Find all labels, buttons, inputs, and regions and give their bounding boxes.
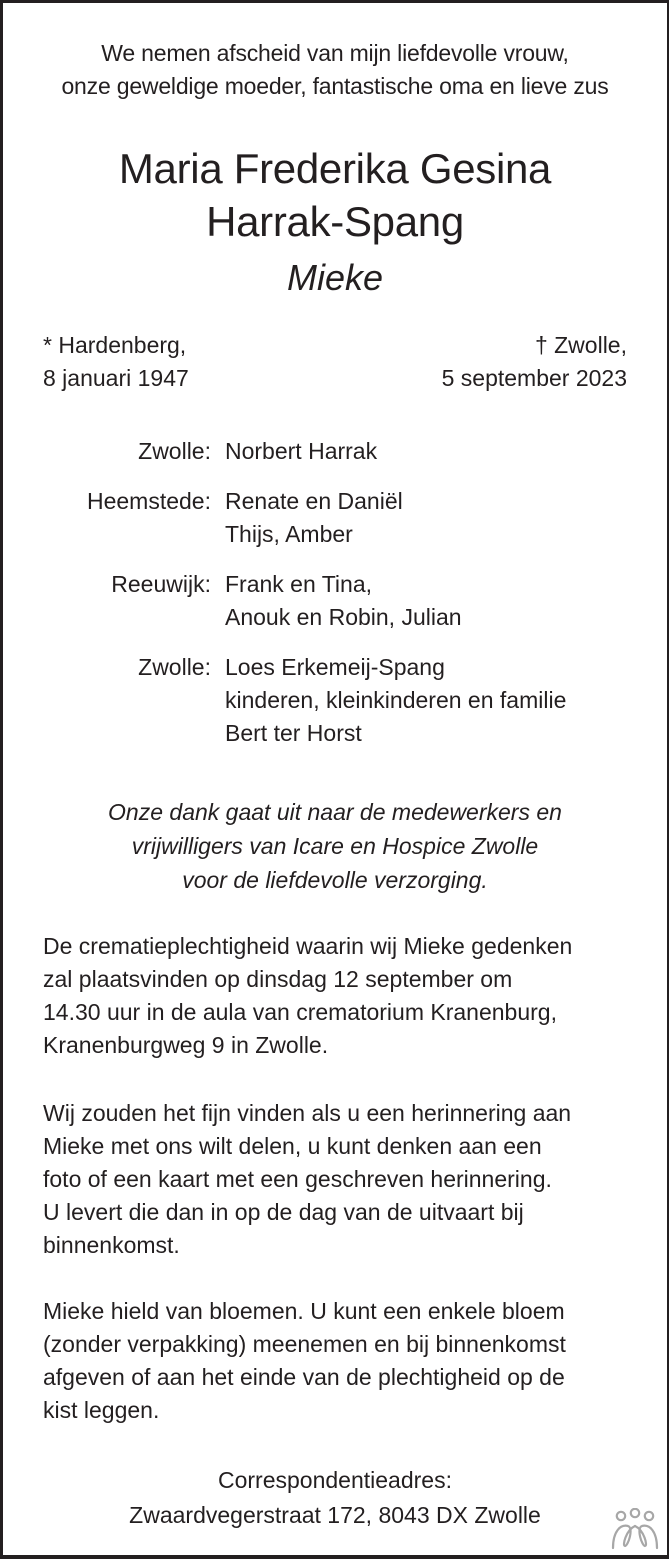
thanks-line: vrijwilligers van Icare en Hospice Zwolle [131,833,539,859]
ceremony-line: zal plaatsvinden op dinsdag 12 september om [43,966,513,992]
family-place: Zwolle: [138,654,211,680]
flowers-paragraph [43,1295,637,1427]
correspondence-address [3,1463,667,1533]
memories-line: binnenkomst. [43,1232,180,1258]
family-place: Heemstede: [86,488,211,514]
family-name-line: Loes Erkemeij-Spang [225,654,445,680]
memories-line: Mieke met ons wilt delen, u kunt denken aan een [43,1133,542,1159]
family-row [3,435,667,468]
death-place: † Zwolle, [534,332,627,358]
address-value: Zwaardvegerstraat 172, 8043 DX Zwolle [129,1502,541,1528]
thanks-line: Onze dank gaat uit naar de medewerkers en [108,799,562,825]
name-line-1: Maria Frederika Gesina [118,145,552,192]
family-name-line: Norbert Harrak [225,438,378,464]
memories-line: U levert die dan in op de dag van de uitvaart bij [43,1199,524,1225]
family-names [225,485,403,551]
nickname: Mieke [286,257,384,298]
ceremony-line: 14.30 uur in de aula van crematorium Kranenburg, [43,999,557,1025]
ceremony-paragraph [43,930,637,1062]
family-name-line: Renate en Daniël [225,488,403,514]
thanks-line: voor de liefdevolle verzorging. [182,867,488,893]
family-row [3,568,667,634]
ceremony-line: Kranenburgweg 9 in Zwolle. [43,1032,329,1058]
birth-date: 8 januari 1947 [43,365,189,391]
family-row [3,651,667,750]
family-name-line: Anouk en Robin, Julian [225,604,462,630]
family-list [3,435,667,767]
name-line-2: Harrak-Spang [206,198,464,245]
family-place: Zwolle: [138,438,211,464]
flowers-line: afgeven of aan het einde van de plechtigheid op de [43,1364,565,1390]
birth-info [43,329,189,395]
memories-paragraph [43,1097,637,1262]
intro-line: We nemen afscheid van mijn liefdevolle vrouw, [101,40,569,66]
family-names [225,435,377,468]
family-name-line: Bert ter Horst [225,720,362,746]
birth-place: * Hardenberg, [43,332,187,358]
people-group-icon [610,1508,660,1550]
memories-line: foto of een kaart met een geschreven herinnering. [43,1166,552,1192]
family-row [3,485,667,551]
family-name-line: Frank en Tina, [225,571,373,597]
life-dates [43,329,627,395]
death-date: 5 september 2023 [441,365,627,391]
ceremony-line: De crematieplechtigheid waarin wij Mieke gedenken [43,933,573,959]
memories-line: Wij zouden het fijn vinden als u een herinnering aan [43,1100,572,1126]
intro-text [3,37,667,103]
family-names [225,651,566,750]
deceased-name [3,142,667,248]
flowers-line: (zonder verpakking) meenemen en bij binnenkomst [43,1331,566,1357]
thanks-text [3,795,667,897]
intro-line: onze geweldige moeder, fantastische oma en lieve zus [61,73,609,99]
family-name-line: Thijs, Amber [225,521,353,547]
flowers-line: Mieke hield van bloemen. U kunt een enkele bloem [43,1298,565,1324]
address-label: Correspondentieadres: [218,1467,452,1493]
family-names [225,568,462,634]
flowers-line: kist leggen. [43,1397,160,1423]
family-name-line: kinderen, kleinkinderen en familie [225,687,567,713]
family-place: Reeuwijk: [111,571,211,597]
death-info [442,329,627,395]
